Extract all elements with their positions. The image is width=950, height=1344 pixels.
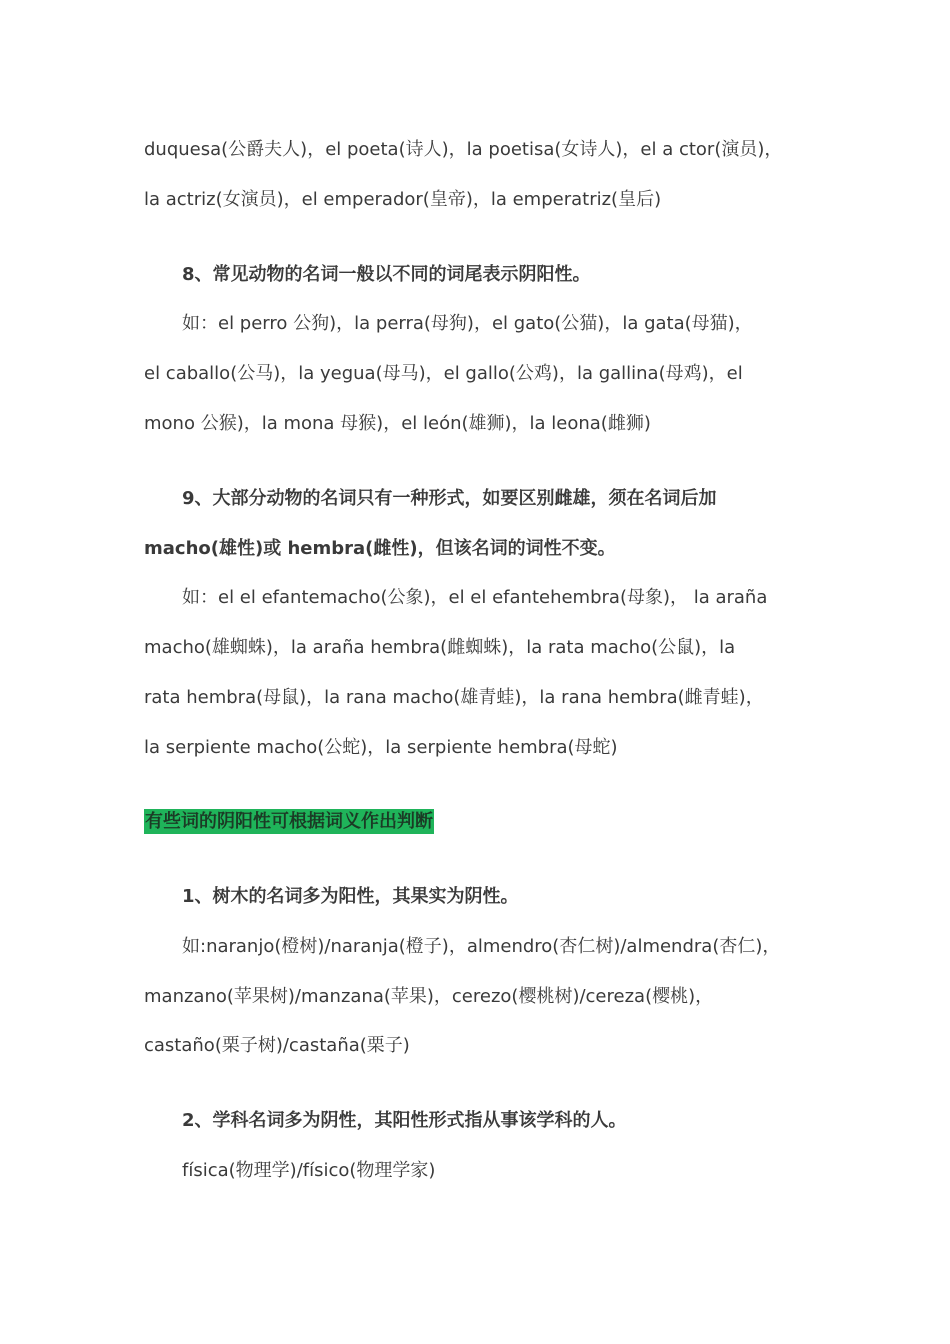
paragraph-line: física(物理学)/físico(物理学家) bbox=[182, 1160, 436, 1181]
paragraph-line: 如：el perro 公狗)，la perra(母狗)，el gato(公猫)，la gata(母猫)， bbox=[182, 313, 753, 334]
paragraph-line: duquesa(公爵夫人)，el poeta(诗人)，la poetisa(女诗人)，el a ctor(演员)， bbox=[144, 139, 783, 160]
paragraph-line: macho(雄蜘蛛)，la araña hembra(雌蜘蛛)，la rata macho(公鼠)，la bbox=[144, 637, 736, 658]
paragraph-line: rata hembra(母鼠)，la rana macho(雄青蛙)，la rana hembra(雌青蛙)， bbox=[144, 687, 764, 708]
paragraph-line: el caballo(公马)，la yegua(母马)，el gallo(公鸡)，la gallina(母鸡)，el bbox=[144, 363, 743, 384]
paragraph-line: 如:naranjo(橙树)/naranja(橙子)，almendro(杏仁树)/almendra(杏仁)， bbox=[182, 936, 781, 957]
paragraph-line: 如：el el efantemacho(公象)，el el efantehembra(母象)， la araña bbox=[182, 587, 768, 608]
section-heading-1: 1、树木的名词多为阳性，其果实为阴性。 bbox=[182, 886, 519, 907]
paragraph-line: castaño(栗子树)/castaña(栗子) bbox=[144, 1035, 410, 1056]
paragraph-line: manzano(苹果树)/manzana(苹果)，cerezo(樱桃树)/cereza(樱桃)， bbox=[144, 986, 714, 1007]
paragraph-line: la serpiente macho(公蛇)，la serpiente hembra(母蛇) bbox=[144, 737, 618, 758]
highlighted-heading: 有些词的阴阳性可根据词义作出判断 bbox=[145, 811, 433, 832]
section-heading-9-continued: macho(雄性)或 hembra(雌性)，但该名词的词性不变。 bbox=[144, 538, 616, 559]
paragraph-line: la actriz(女演员)，el emperador(皇帝)，la emperatriz(皇后) bbox=[144, 189, 662, 210]
section-heading-2: 2、学科名词多为阴性，其阳性形式指从事该学科的人。 bbox=[182, 1110, 627, 1131]
paragraph-line: mono 公猴)，la mona 母猴)，el león(雄狮)，la leona(雌狮) bbox=[144, 413, 651, 434]
section-heading-9: 9、大部分动物的名词只有一种形式，如要区别雌雄，须在名词后加 bbox=[182, 488, 717, 509]
section-heading-8: 8、常见动物的名词一般以不同的词尾表示阴阳性。 bbox=[182, 264, 591, 285]
